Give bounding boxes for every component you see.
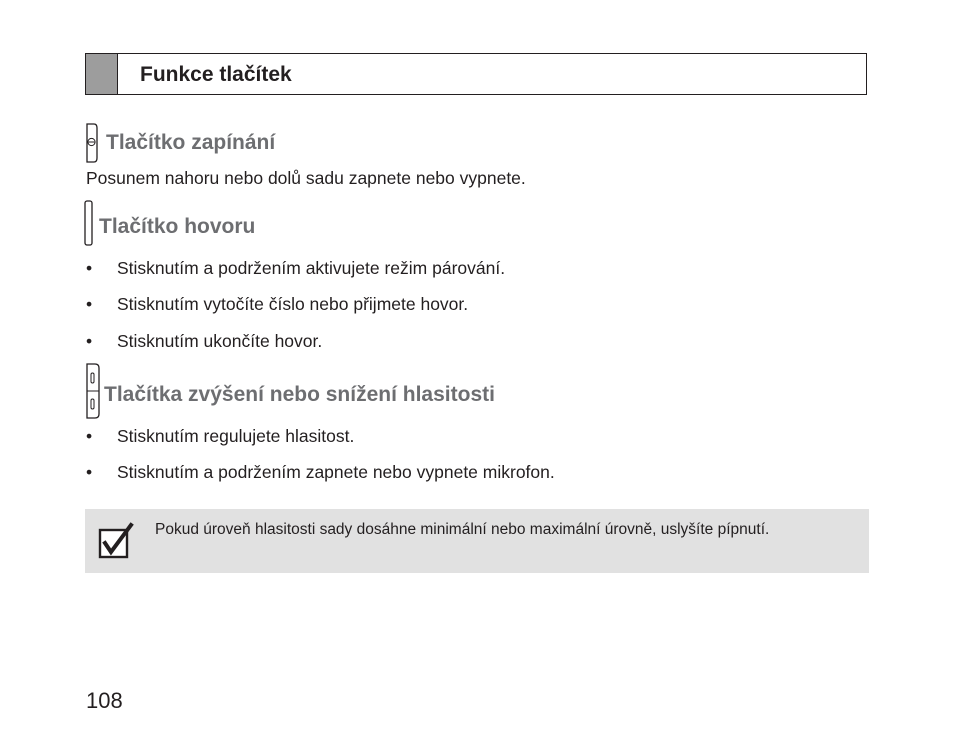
list-item: Stisknutím vytočíte číslo nebo přijmete hovor. [117,294,469,314]
list-item: Stisknutím a podržením aktivujete režim párování. [117,258,506,278]
volume-key-heading: Tlačítka zvýšení nebo snížení hlasitosti [104,383,495,406]
call-key-heading: Tlačítko hovoru [99,215,256,238]
list-item: Stisknutím regulujete hlasitost. [117,426,355,446]
list-item: Stisknutím ukončíte hovor. [117,331,323,351]
power-key-heading: Tlačítko zapínání [106,131,276,154]
power-key-icon [84,123,98,163]
bullet-marker: • [86,462,93,482]
call-key-icon [84,200,94,246]
bullet-marker: • [86,331,93,351]
power-key-description: Posunem nahoru nebo dolů sadu zapnete nebo vypnete. [86,168,526,188]
title-tab-marker [86,54,118,94]
bullet-marker: • [86,258,93,278]
page-number: 108 [86,688,123,713]
bullet-marker: • [86,426,93,446]
page-title: Funkce tlačítek [140,63,292,86]
bullet-marker: • [86,294,93,314]
note-text: Pokud úroveň hlasitosti sady dosáhne minimální nebo maximální úrovně, uslyšíte pípnutí. [155,521,770,538]
checkmark-box-icon [98,522,136,560]
list-item: Stisknutím a podržením zapnete nebo vypnete mikrofon. [117,462,555,482]
volume-key-icon [84,363,100,419]
note-box [85,509,869,573]
section-title-box [85,53,867,95]
